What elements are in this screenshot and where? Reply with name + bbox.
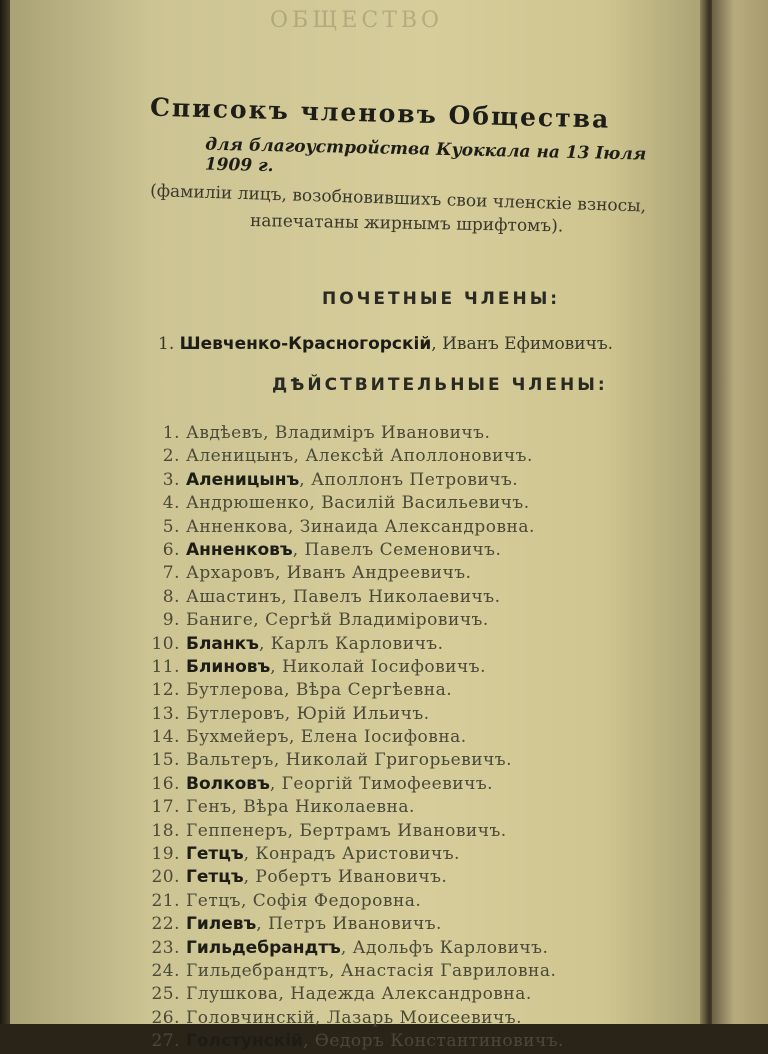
member-given-names: , Софія Федоровна. — [240, 890, 422, 911]
member-given-names: , Иванъ Андреевичъ. — [274, 563, 472, 584]
member-given-names: , Вѣра Николаевна. — [231, 797, 415, 818]
page-subtitle: для благоустройства Куоккала на 13 Іюля 1909 г. — [204, 134, 647, 177]
member-given-names: , Ѳедоръ Константиновичъ. — [303, 1031, 564, 1052]
member-number: 8. — [162, 586, 180, 607]
member-surname: Головчинскій — [186, 1007, 315, 1028]
member-number: 11. — [151, 656, 180, 677]
member-surname: Архаровъ — [186, 563, 275, 584]
honorary-heading: ПОЧЕТНЫЕ ЧЛЕНЫ: — [322, 289, 561, 309]
member-number: 14. — [151, 727, 180, 748]
note-line-1: (фамиліи лицъ, возобновившихъ свои членскіе взносы, — [149, 181, 647, 217]
member-row — [140, 703, 700, 726]
member-row — [140, 773, 700, 796]
member-surname: Гетцъ — [186, 890, 241, 911]
member-number: 10. — [151, 633, 180, 654]
member-surname: Гильдебрандтъ — [186, 937, 341, 958]
member-given-names: , Павелъ Николаевичъ. — [281, 586, 501, 607]
member-surname: Аленицынъ — [186, 446, 294, 467]
member-surname: Геппенеръ — [186, 820, 288, 841]
member-given-names: , Адольфъ Карловичъ. — [340, 937, 549, 958]
member-surname: Бутлеровъ — [186, 703, 285, 724]
member-number: 15. — [151, 750, 180, 771]
member-given-names: , Робертъ Ивановичъ. — [243, 867, 448, 888]
member-number: 13. — [151, 703, 180, 724]
member-number: 7. — [162, 563, 180, 584]
member-row — [140, 843, 700, 866]
member-surname: Глушкова — [186, 984, 279, 1005]
member-given-names: , Георгій Тимофеевичъ. — [269, 773, 494, 794]
member-given-names: , Надежда Александровна. — [278, 984, 532, 1005]
bleed-through-header: ОБЩЕСТВО — [270, 8, 444, 33]
member-row — [140, 913, 700, 936]
member-number: 27. — [151, 1031, 180, 1052]
member-number: 19. — [151, 844, 180, 865]
member-surname: Гетцъ — [186, 844, 244, 865]
member-surname: Анненковъ — [186, 539, 293, 560]
member-surname: Бланкъ — [186, 633, 259, 654]
member-surname: Блиновъ — [186, 656, 271, 677]
member-given-names: , Юрій Ильичъ. — [284, 703, 430, 724]
member-row — [140, 656, 700, 679]
member-row — [140, 960, 700, 983]
member-number: 21. — [151, 890, 180, 911]
member-surname: Бутлерова — [186, 680, 285, 701]
member-surname: Андрюшенко — [186, 493, 310, 514]
member-row — [140, 1007, 700, 1030]
member-row — [140, 516, 700, 539]
member-row — [140, 937, 700, 960]
member-surname: Аленицынъ — [186, 469, 300, 490]
member-row — [140, 1030, 700, 1053]
member-number: 26. — [151, 1007, 180, 1028]
member-row — [140, 445, 700, 468]
page-title: Списокъ членовъ Общества — [149, 92, 611, 134]
member-surname: Голстунскій — [186, 1031, 304, 1052]
member-number: 2. — [162, 446, 180, 467]
member-given-names: , Сергѣй Владиміровичъ. — [253, 610, 489, 631]
member-given-names: , Конрадъ Аристовичъ. — [243, 844, 460, 865]
facing-page — [712, 0, 768, 1024]
member-surname: Банигe — [186, 610, 254, 631]
member-given-names: , Николай Григорьевичъ. — [273, 750, 513, 771]
member-row — [140, 469, 700, 492]
member-given-names: , Василій Васильевичъ. — [309, 493, 530, 514]
member-number: 6. — [162, 539, 180, 560]
member-row — [140, 609, 700, 632]
member-given-names: , Аполлонъ Петровичъ. — [299, 469, 519, 490]
member-row — [140, 749, 700, 772]
member-surname: Гетцъ — [186, 867, 244, 888]
member-given-names: , Зинаида Александровна. — [288, 516, 535, 537]
member-number: 1. — [162, 423, 180, 443]
member-surname: Анненкова — [186, 516, 288, 537]
member-row — [140, 796, 700, 819]
active-members-list — [140, 422, 700, 1054]
member-number: 18. — [151, 820, 180, 841]
member-given-names: , Павелъ Семеновичъ. — [292, 539, 502, 560]
member-row — [140, 866, 700, 889]
member-surname: Авдѣевъ — [186, 423, 264, 443]
member-number: 9. — [162, 610, 180, 631]
member-given-names: , Бертрамъ Ивановичъ. — [287, 820, 507, 841]
member-row — [140, 983, 700, 1006]
member-number: 17. — [151, 797, 180, 818]
member-number: 4. — [162, 493, 180, 514]
member-surname: Гильдебрандтъ — [186, 960, 329, 981]
member-surname: Генъ — [186, 797, 232, 818]
member-row — [140, 586, 700, 609]
member-given-names: , Николай Іосифовичъ. — [270, 656, 486, 677]
member-row — [140, 890, 700, 913]
member-given-names: , Карлъ Карловичъ. — [258, 633, 444, 654]
member-number: 16. — [151, 773, 180, 794]
member-number: 22. — [151, 914, 180, 935]
member-given-names: , Елена Іосифовна. — [288, 727, 467, 748]
active-heading: ДѢЙСТВИТЕЛЬНЫЕ ЧЛЕНЫ: — [272, 375, 608, 395]
member-number: 1. — [158, 334, 175, 354]
member-row — [140, 539, 700, 562]
member-surname: Вальтеръ — [186, 750, 274, 771]
member-row — [140, 679, 700, 702]
honorary-member-row — [158, 334, 613, 354]
member-given-names: , Алексѣй Аполлоновичъ. — [293, 446, 533, 467]
member-row — [140, 422, 700, 445]
member-given-names: , Вѣра Сергѣевна. — [284, 680, 453, 701]
member-number: 23. — [151, 937, 180, 958]
member-number: 3. — [162, 469, 180, 490]
member-row — [140, 820, 700, 843]
member-row — [140, 562, 700, 585]
member-given-names: , Петръ Ивановичъ. — [256, 914, 442, 935]
member-row — [140, 633, 700, 656]
member-surname: Бухмейеръ — [186, 727, 289, 748]
member-surname: Гилевъ — [186, 914, 257, 935]
member-row — [140, 726, 700, 749]
member-number: 20. — [151, 867, 180, 888]
member-surname: Волковъ — [186, 773, 270, 794]
member-number: 24. — [151, 960, 180, 981]
member-given-names: , Иванъ Ефимовичъ. — [431, 334, 614, 354]
member-row — [140, 492, 700, 515]
member-given-names: , Лазарь Моисеевичъ. — [314, 1007, 522, 1028]
member-given-names: , Владиміръ Ивановичъ. — [263, 423, 491, 443]
member-surname: Ашастинъ — [186, 586, 282, 607]
note-line-2: напечатаны жирнымъ шрифтомъ). — [249, 210, 564, 237]
member-given-names: , Анастасія Гавриловна. — [328, 960, 557, 981]
member-number: 12. — [151, 680, 180, 701]
member-number: 25. — [151, 984, 180, 1005]
member-number: 5. — [162, 516, 180, 537]
member-surname: Шевченко-Красногорскій — [179, 334, 432, 354]
